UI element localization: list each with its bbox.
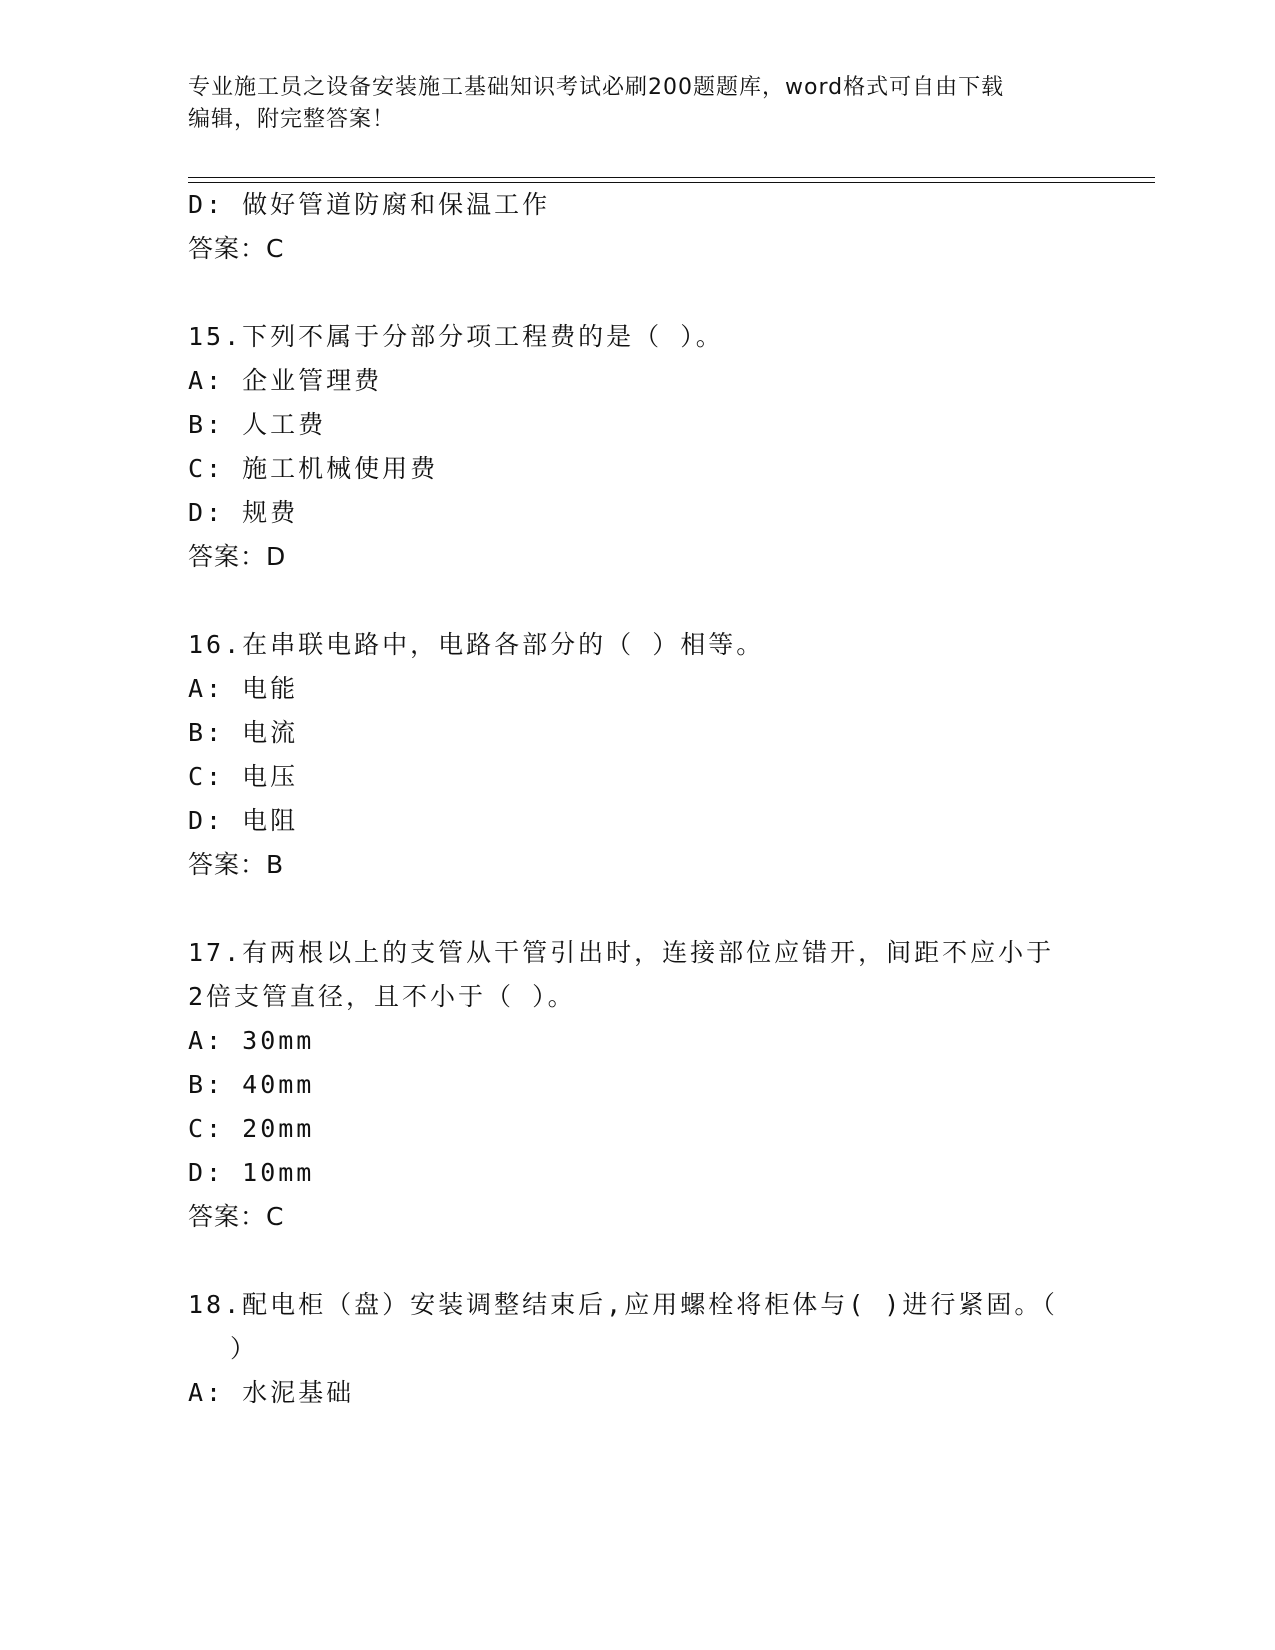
document-header (188, 72, 1088, 136)
q16-option-a: A: 电能 (188, 674, 299, 703)
q17-option-d: D: 10mm (188, 1158, 315, 1187)
q17-option-c: C: 20mm (188, 1114, 315, 1143)
q15-answer: 答案：D (188, 542, 287, 571)
prev-answer: 答案：C (188, 234, 285, 263)
q16-stem: 16.在串联电路中，电路各部分的（ ）相等。 (188, 630, 765, 659)
q15-option-b: B: 人工费 (188, 410, 327, 439)
q18-option-a: A: 水泥基础 (188, 1378, 355, 1407)
q16-option-b: B: 电流 (188, 718, 299, 747)
q15-option-a: A: 企业管理费 (188, 366, 383, 395)
q17-option-b: B: 40mm (188, 1070, 315, 1099)
q18-stem-line-1: 18.配电柜（盘）安装调整结束后,应用螺栓将柜体与( )进行紧固。（ (188, 1290, 1058, 1319)
q16-option-c: C: 电压 (188, 762, 299, 791)
header-line-1: 专业施工员之设备安装施工基础知识考试必刷200题题库，word格式可自由下载 (188, 75, 1005, 100)
q18-stem-line-2: ） (230, 1334, 259, 1363)
q15-option-d: D: 规费 (188, 498, 299, 527)
q16-answer: 答案：B (188, 850, 285, 879)
q17-stem-line-2: 2倍支管直径，且不小于（ ）。 (188, 982, 576, 1011)
q15-option-c: C: 施工机械使用费 (188, 454, 439, 483)
header-line-2: 编辑，附完整答案！ (188, 107, 396, 132)
q17-answer: 答案：C (188, 1202, 285, 1231)
header-divider-top (188, 177, 1155, 178)
q17-stem-line-1: 17.有两根以上的支管从干管引出时，连接部位应错开，间距不应小于 (188, 938, 1055, 967)
q16-option-d: D: 电阻 (188, 806, 299, 835)
prev-option-d: D: 做好管道防腐和保温工作 (188, 190, 551, 219)
q17-option-a: A: 30mm (188, 1026, 315, 1055)
header-divider-bottom (188, 182, 1155, 183)
q15-stem: 15.下列不属于分部分项工程费的是（ ）。 (188, 322, 724, 351)
